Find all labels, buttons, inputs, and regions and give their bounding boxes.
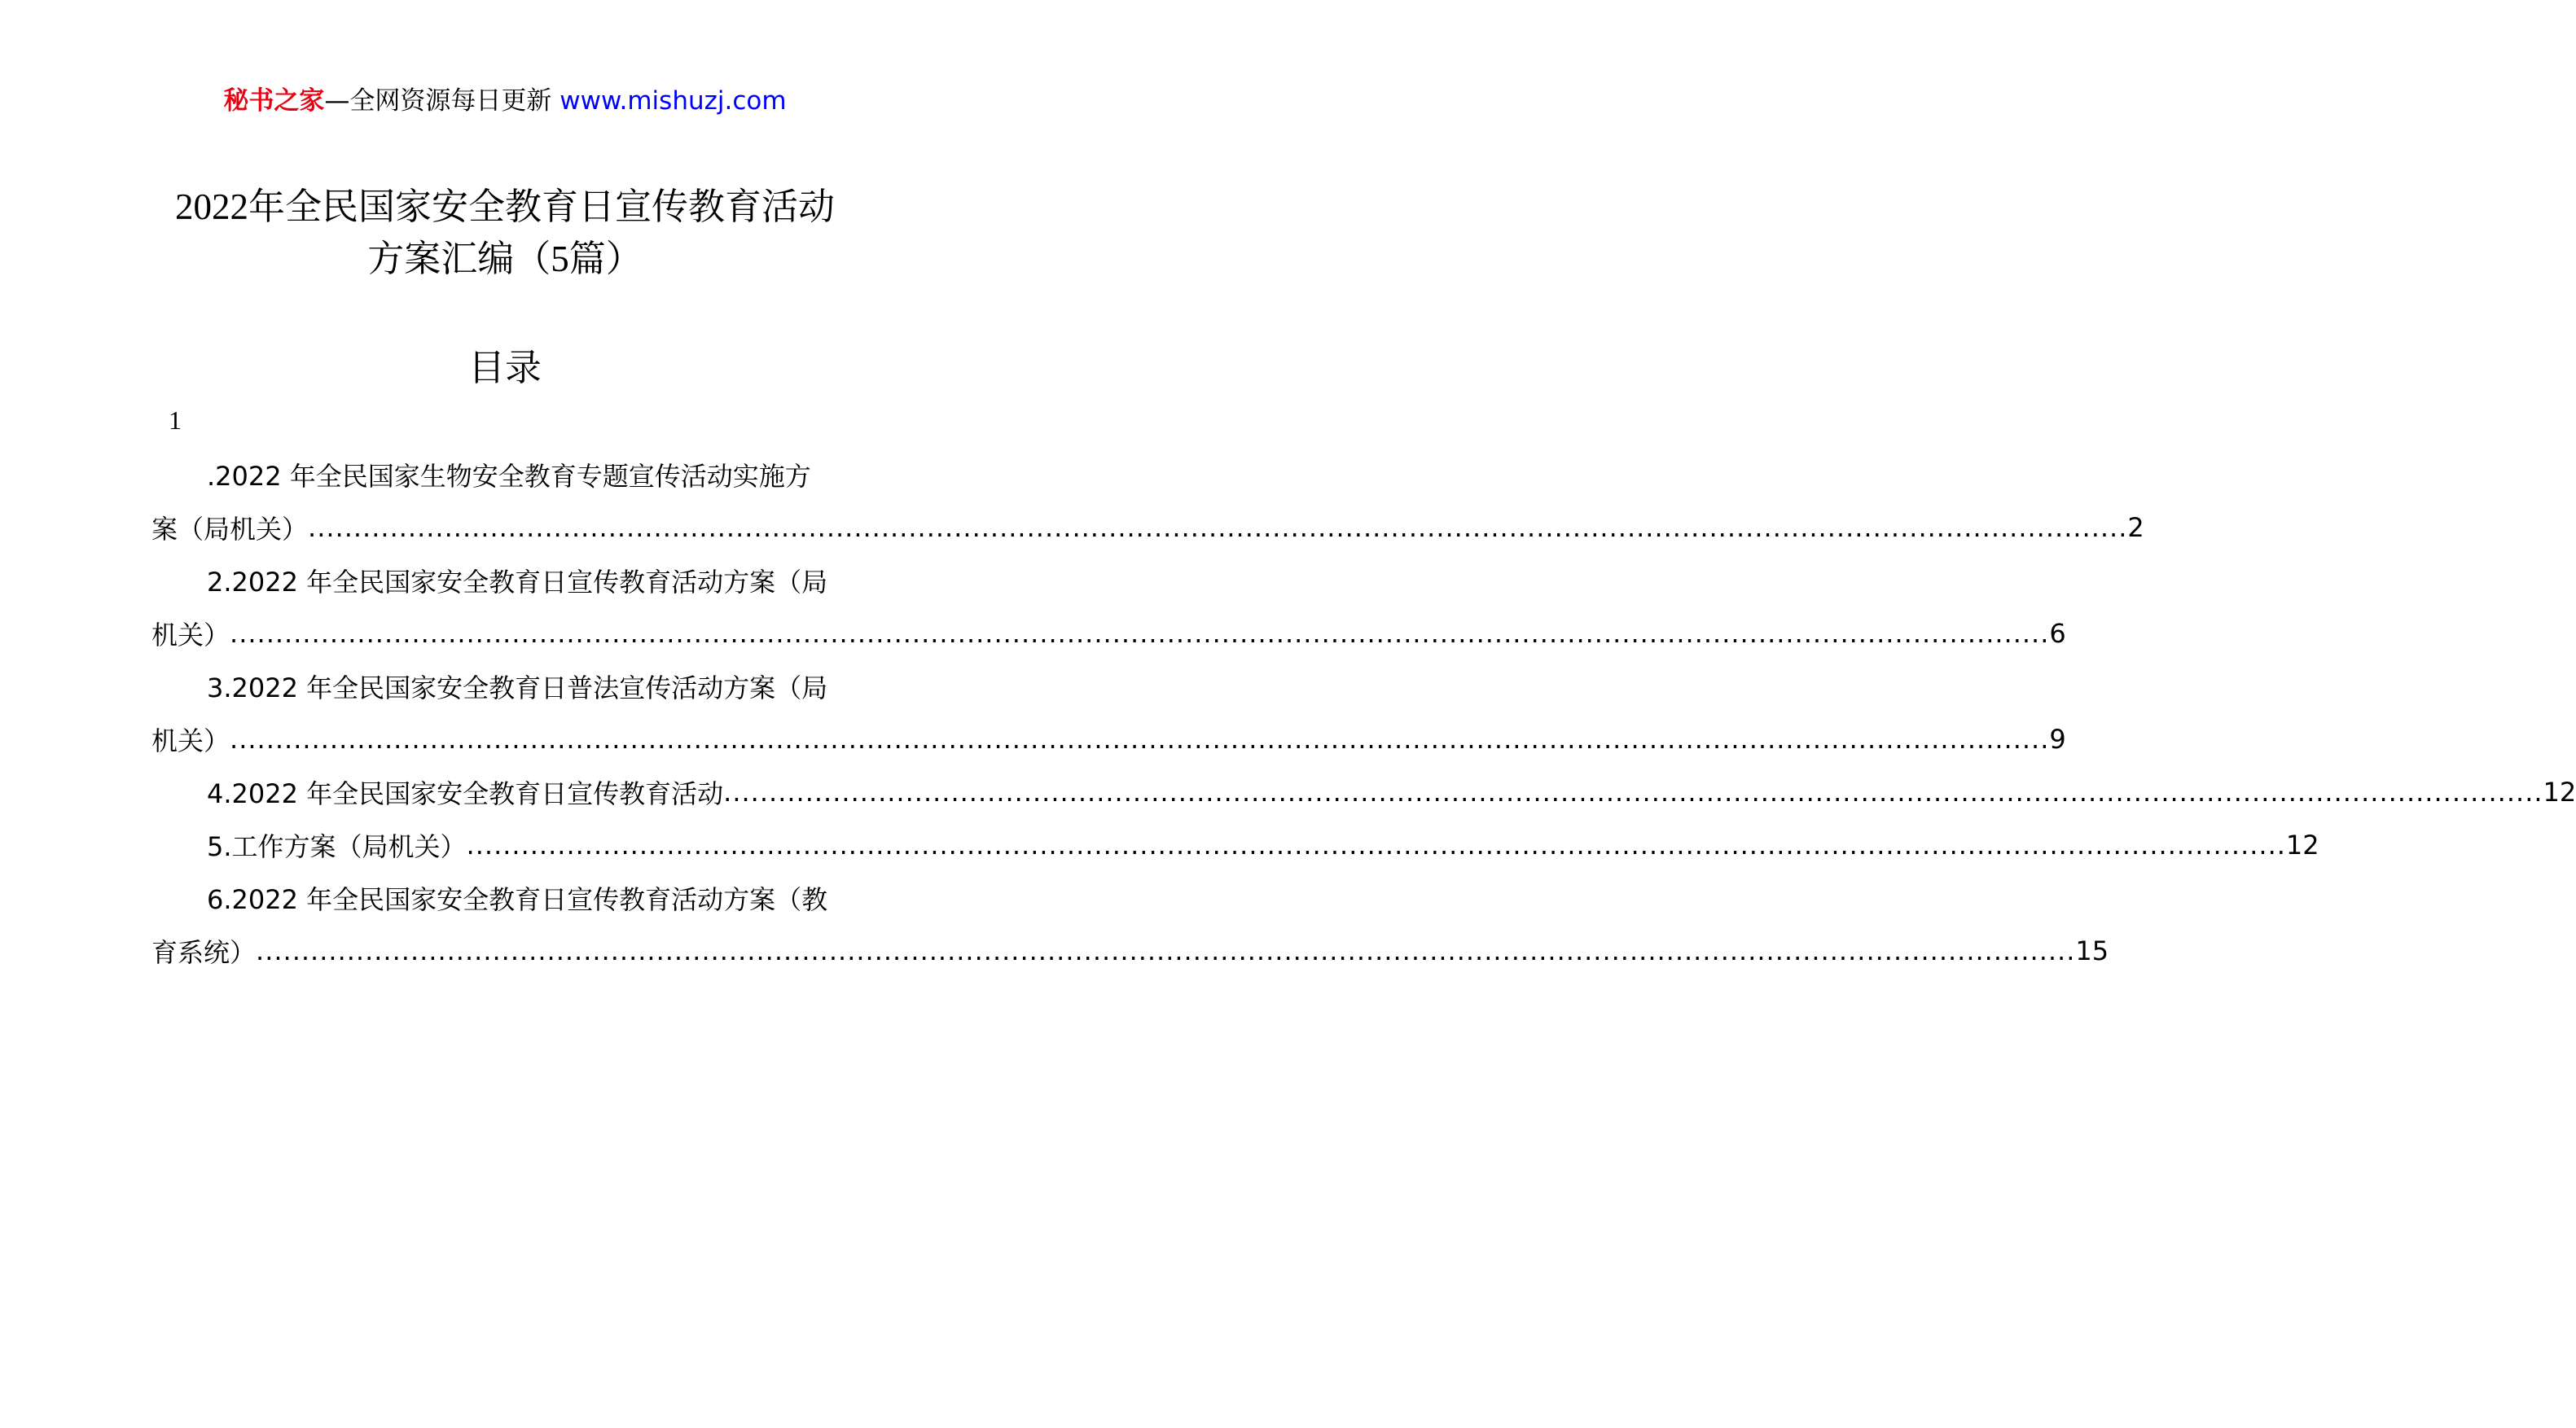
title-line-2-post: 篇）: [568, 237, 643, 280]
title-line-1: [0, 181, 1010, 233]
toc-leader: ........................................................................................................................................................................................................: [466, 829, 2286, 861]
toc-entry-3-title: 3.2022 年全民国家安全教育日普法宣传活动方案（局: [207, 672, 828, 703]
title-line-1-text: 年全民国家安全教育日宣传教育活动: [248, 185, 835, 228]
title-count: 5: [551, 239, 569, 279]
document-title: [0, 181, 1010, 285]
toc-entry-3-line-2[interactable]: [151, 712, 2066, 765]
site-header: [0, 83, 1010, 119]
header-slogan: —全网资源每日更新: [324, 86, 552, 116]
toc-entry-2-title-cont: 机关）: [151, 619, 230, 650]
table-of-contents: [151, 448, 2576, 977]
toc-entry-4-title: 4.2022 年全民国家安全教育日宣传教育活动: [207, 778, 724, 809]
toc-entry-3-line-1[interactable]: [151, 659, 855, 712]
toc-leader: ........................................................................................................................................................................................................: [723, 776, 2543, 808]
title-year: 2022: [174, 186, 248, 227]
toc-entry-4[interactable]: [151, 765, 2576, 818]
toc-leader: ........................................................................................................................................................................................................: [256, 935, 2076, 966]
toc-entry-5-page: 12: [2285, 829, 2319, 861]
toc-entry-3-title-cont: 机关）: [151, 725, 230, 756]
site-url[interactable]: www.mishuzj.com: [560, 86, 787, 116]
toc-entry-2-page: 6: [2049, 617, 2066, 649]
toc-entry-1-title-cont: 案（局机关）: [151, 513, 309, 545]
toc-leader: ........................................................................................................................................................................................................: [230, 723, 2050, 755]
toc-marker: 1: [169, 405, 182, 435]
toc-leader: ........................................................................................................................................................................................................: [308, 511, 2128, 543]
toc-entry-1-page: 2: [2127, 511, 2144, 543]
toc-entry-6-page: 15: [2075, 935, 2109, 966]
toc-entry-1-title: .2022 年全民国家生物安全教育专题宣传活动实施方: [207, 460, 811, 492]
brand-name: 秘书之家: [223, 86, 325, 116]
toc-entry-2-title: 2.2022 年全民国家安全教育日宣传教育活动方案（局: [207, 566, 828, 598]
title-line-2: [0, 233, 1010, 285]
toc-entry-4-page: 12: [2543, 776, 2576, 808]
toc-entry-5[interactable]: [151, 818, 2319, 871]
toc-entry-6-line-1[interactable]: [151, 871, 855, 924]
toc-entry-5-title: 5.工作方案（局机关）: [207, 830, 467, 862]
toc-entry-6-title: 6.2022 年全民国家安全教育日宣传教育活动方案（教: [207, 883, 828, 915]
toc-entry-1-line-2[interactable]: [151, 501, 2144, 554]
toc-leader: ........................................................................................................................................................................................................: [230, 617, 2050, 649]
toc-entry-1-line-1[interactable]: [151, 448, 855, 501]
toc-entry-2-line-2[interactable]: [151, 607, 2066, 659]
toc-entry-2-line-1[interactable]: [151, 554, 855, 607]
toc-heading: 目录: [467, 346, 542, 389]
title-line-2-pre: 方案汇编（: [367, 237, 551, 280]
toc-entry-3-page: 9: [2049, 723, 2066, 755]
toc-entry-6-title-cont: 育系统）: [151, 936, 257, 968]
toc-entry-6-line-2[interactable]: [151, 924, 2109, 977]
